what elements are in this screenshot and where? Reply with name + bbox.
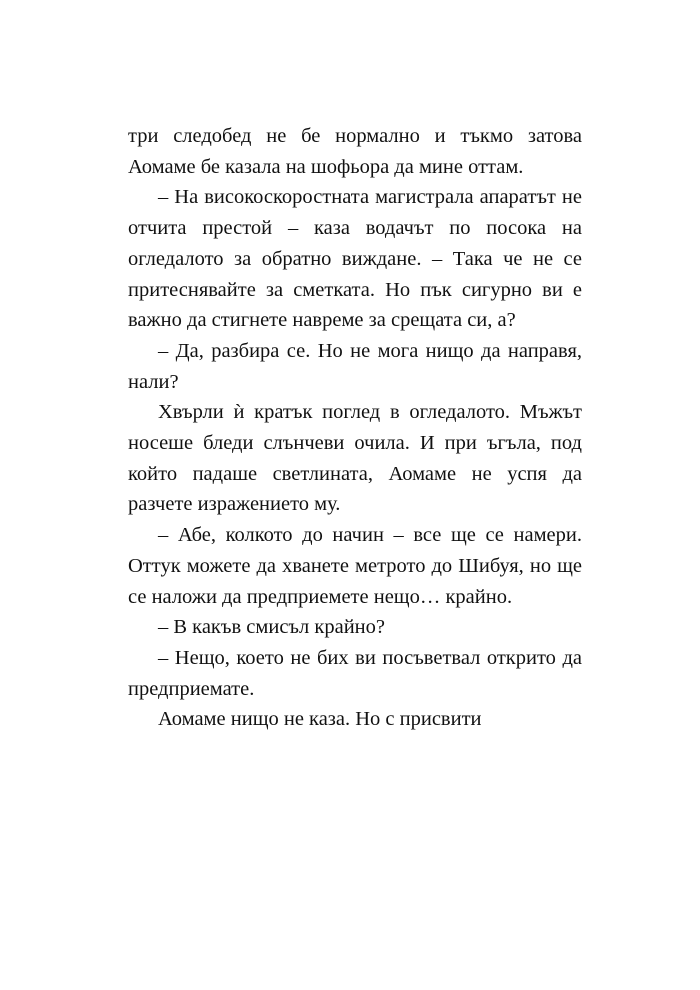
paragraph: – На високоскоростната магистрала апаратът не отчита престой – каза водачът по посока на огледалото за обратно виждане. – Така че не се притеснявайте за сметката. Но пък сигурно ви е важно да стигнете навреме за срещата си, а? [128,186,582,332]
paragraph: Аомаме нищо не каза. Но с присвити [158,708,482,731]
paragraph: три следобед не бе нормално и тъкмо затова Аомаме бе казала на шофьора да мине оттам. [128,125,582,178]
paragraph: – Нещо, което не бих ви посъветвал открито да предприемате. [128,646,582,700]
paragraph: – Да, разбира се. Но не мога нищо да направя, нали? [128,339,582,393]
body-text [128,121,582,735]
paragraph: – В какъв смисъл крайно? [158,616,385,639]
paragraph: – Абе, колкото до начин – все ще се намери. Оттук можете да хванете метрото до Шибуя, но ще се наложи да предприемете нещо… крайно. [128,524,582,608]
paragraph: Хвърли ѝ кратък поглед в огледалото. Мъжът носеше бледи слънчеви очила. И при ъгъла, под който падаше светлината, Аомаме не успя да разчете изражението му. [128,401,582,516]
